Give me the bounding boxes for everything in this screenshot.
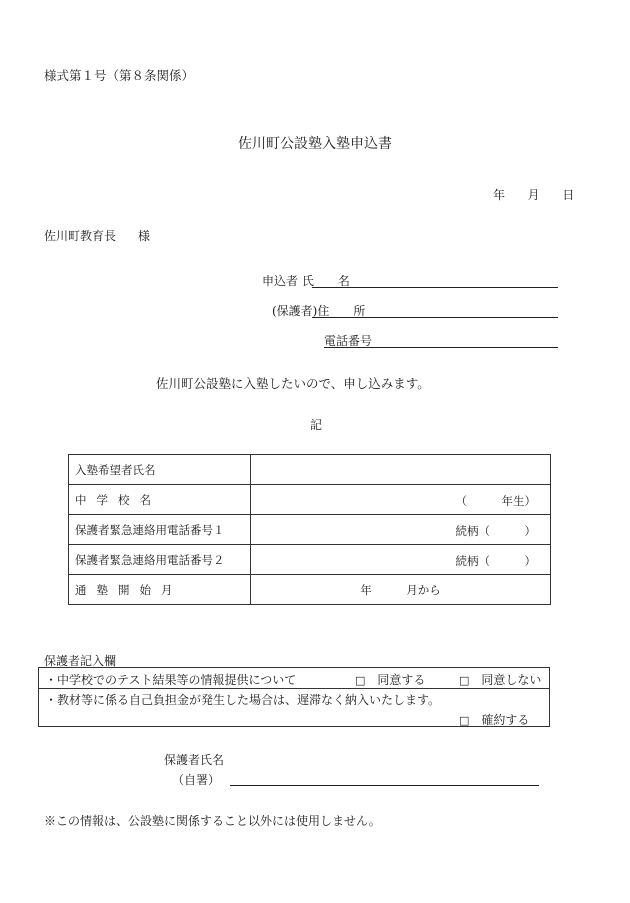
applicant-info-table (68, 454, 551, 605)
addressee-name: 佐川町教育長 (44, 229, 117, 243)
table-label: 入塾希望者氏名 (69, 455, 251, 485)
confirm-label: 確約する (481, 713, 530, 727)
self-sign-label: （自署） (172, 773, 221, 787)
signature-line[interactable] (230, 785, 539, 786)
guardian-section-title: 保護者記入欄 (44, 654, 117, 668)
application-statement: 佐川町公設塾に入塾したいので、申し込みます。 (156, 376, 430, 391)
date-field (493, 186, 574, 203)
phone2-cell[interactable] (251, 545, 551, 575)
relation-note: 続柄（ ） (455, 524, 536, 538)
relation-note: 続柄（ ） (455, 554, 536, 568)
disagree-label: 同意しない (481, 673, 542, 687)
guardian-label: (保護者) (272, 304, 318, 318)
address-label: 住 所 (317, 304, 366, 318)
checkbox-icon[interactable]: □ (459, 714, 470, 727)
table-row (69, 455, 551, 485)
phone1-cell[interactable] (251, 515, 551, 545)
form-reference: 様式第１号（第８条関係） (44, 68, 195, 83)
guardian-signature-label: 保護者氏名 (164, 753, 225, 767)
grade-note: （ 年生） (455, 494, 536, 508)
honorific: 様 (138, 229, 151, 243)
applicant-phone-row (262, 329, 558, 349)
applicant-name-row (262, 269, 558, 289)
table-row (69, 545, 551, 575)
phone-input-line[interactable] (324, 347, 558, 348)
agree-label: 同意する (377, 673, 426, 687)
date-day-label: 日 (562, 188, 575, 202)
checkbox-icon[interactable]: □ (355, 674, 366, 687)
privacy-footnote: ※この情報は、公設塾に関係すること以外には使用しません。 (44, 814, 381, 828)
address-input-line[interactable] (312, 317, 558, 318)
page-title: 佐川町公設塾入塾申込書 (238, 136, 392, 152)
applicant-address-row (262, 299, 558, 319)
name-label: 氏 名 (301, 274, 350, 288)
payment-text: ・教材等に係る自己負担金が発生した場合は、遅滞なく納入いたします。 (45, 693, 441, 707)
addressee (44, 227, 150, 244)
checkbox-icon[interactable]: □ (459, 674, 470, 687)
divider (39, 688, 549, 689)
table-label: 保護者緊急連絡用電話番号２ (69, 545, 251, 575)
table-row (69, 485, 551, 515)
confirm-option[interactable] (459, 711, 529, 728)
ki-heading: 記 (310, 418, 323, 432)
agree-option[interactable] (355, 671, 425, 688)
student-name-cell[interactable] (251, 455, 551, 485)
disagree-option[interactable] (459, 671, 541, 688)
table-row (69, 575, 551, 605)
table-row (69, 515, 551, 545)
name-input-line[interactable] (312, 287, 558, 288)
phone-label: 電話番号 (324, 334, 373, 348)
applicant-label: 申込者 (262, 274, 299, 288)
start-month-cell[interactable]: 年 月から (251, 575, 551, 605)
table-label: 保護者緊急連絡用電話番号１ (69, 515, 251, 545)
school-name-cell[interactable] (251, 485, 551, 515)
date-month-label: 月 (527, 188, 540, 202)
table-label: 通塾開始月 (69, 575, 251, 605)
guardian-box (38, 667, 550, 727)
table-label: 中学校名 (69, 485, 251, 515)
date-year-label: 年 (493, 188, 506, 202)
info-provision-text: ・中学校でのテスト結果等の情報提供について (45, 673, 297, 687)
